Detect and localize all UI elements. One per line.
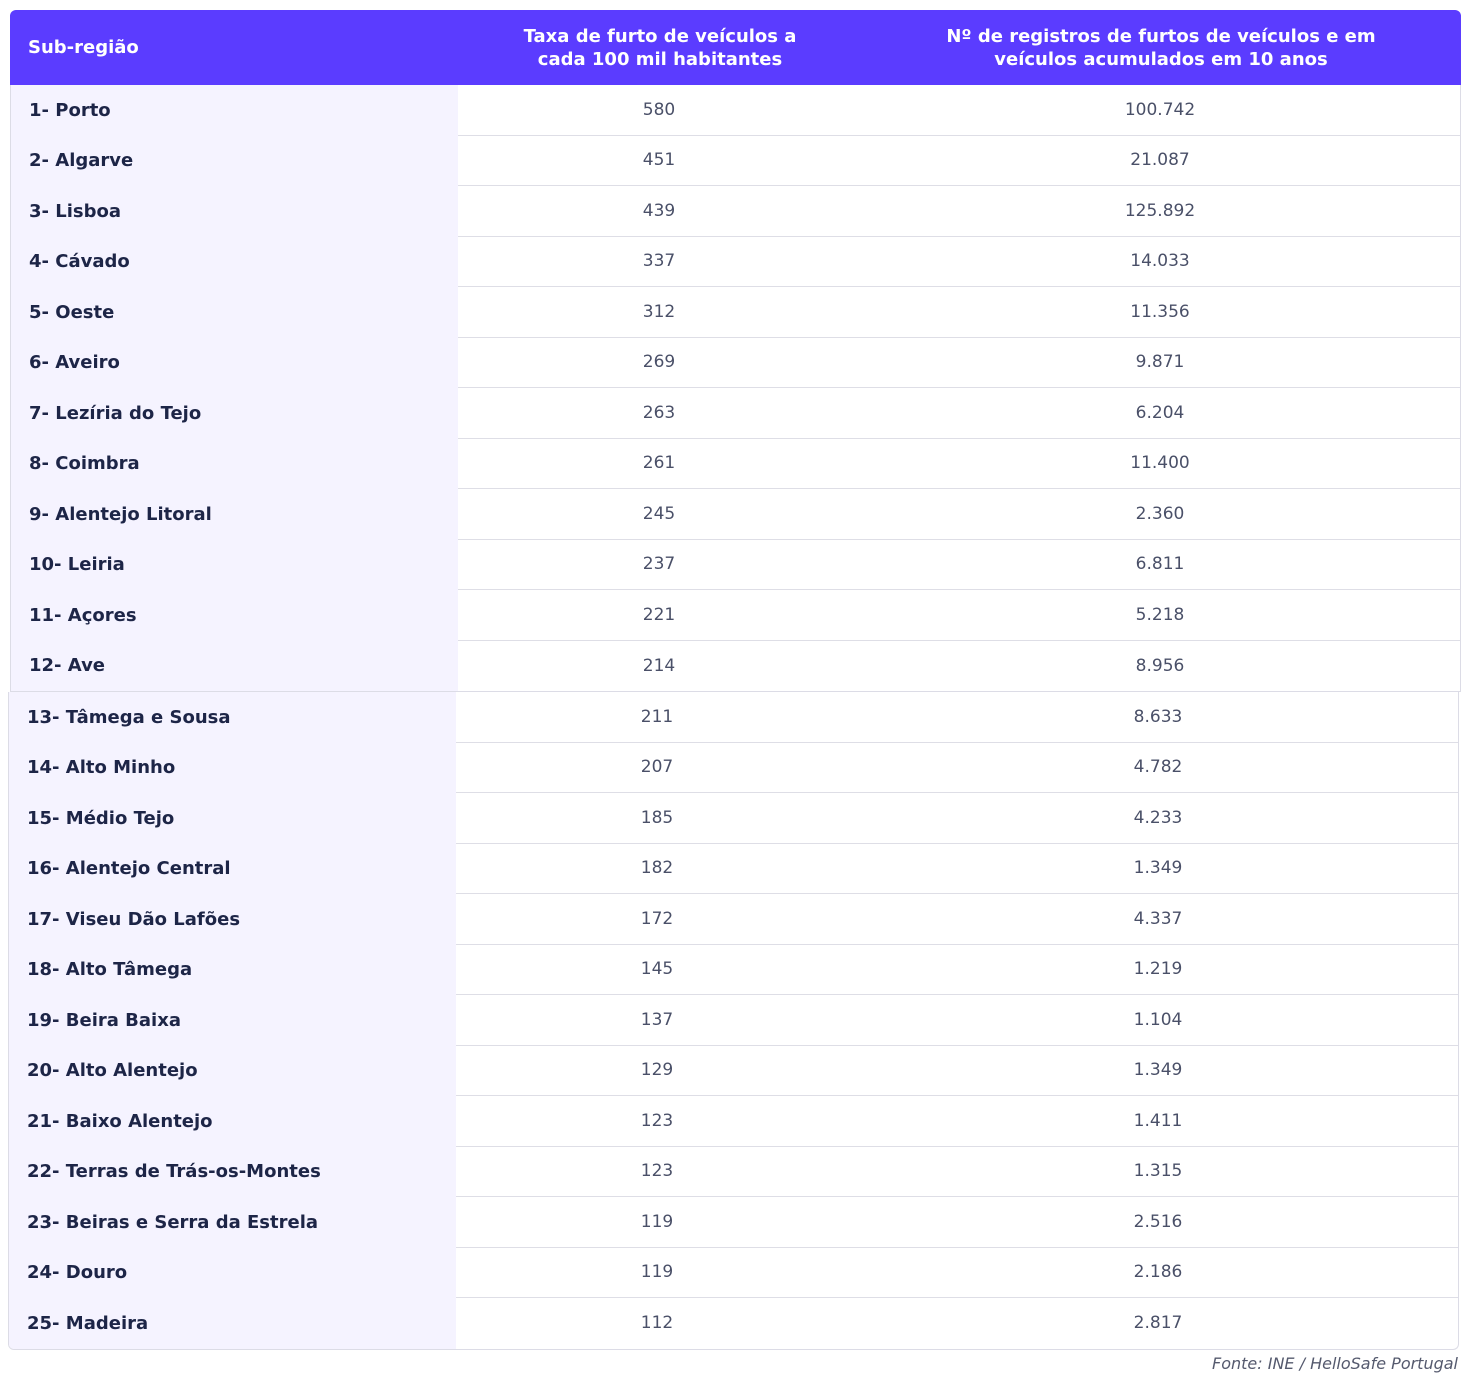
table-row (9, 844, 1458, 895)
table-row (9, 1197, 1458, 1248)
cell-rate: 119 (456, 1248, 858, 1299)
cell-rate: 123 (456, 1096, 858, 1147)
table-header (10, 10, 1461, 85)
cell-region: 3- Lisboa (11, 186, 458, 237)
table-row (9, 1046, 1458, 1097)
header-region: Sub-região (28, 37, 139, 58)
header-rate-line2: cada 100 mil habitantes (537, 48, 783, 70)
table-row (9, 945, 1458, 996)
header-rate (459, 25, 861, 71)
cell-count: 1.349 (858, 844, 1458, 895)
header-count-line2: veículos acumulados em 10 anos (994, 48, 1328, 70)
cell-rate: 221 (458, 590, 860, 641)
cell-count: 6.811 (860, 540, 1460, 591)
table-row (9, 1248, 1458, 1299)
cell-count: 2.817 (1133, 1313, 1183, 1334)
cell-rate: 237 (458, 540, 860, 591)
cell-count: 125.892 (860, 186, 1460, 237)
cell-rate: 245 (458, 489, 860, 540)
cell-rate: 123 (456, 1147, 858, 1198)
cell-region: 15- Médio Tejo (9, 793, 456, 844)
cell-region: 4- Cávado (11, 237, 458, 288)
cell-region: 1- Porto (11, 85, 458, 136)
cell-count: 1.219 (858, 945, 1458, 996)
table-row (9, 743, 1458, 794)
cell-count: 5.218 (860, 590, 1460, 641)
cell-region: 21- Baixo Alentejo (9, 1096, 456, 1147)
cell-rate: 119 (456, 1197, 858, 1248)
header-rate-line1: Taxa de furto de veículos a (523, 25, 797, 47)
table-row (9, 1298, 1458, 1349)
cell-region: 19- Beira Baixa (9, 995, 456, 1046)
cell-region: 11- Açores (11, 590, 458, 641)
table-body-part-2 (8, 692, 1459, 1350)
cell-region: 24- Douro (9, 1248, 456, 1299)
source-note: Fonte: INE / HelloSafe Portugal (1212, 1354, 1458, 1373)
table-row (11, 388, 1460, 439)
cell-rate: 112 (640, 1313, 674, 1334)
cell-count: 1.411 (858, 1096, 1458, 1147)
cell-region: 12- Ave (11, 641, 458, 692)
cell-count: 9.871 (860, 338, 1460, 389)
cell-count: 8.633 (858, 692, 1458, 743)
table-row (11, 136, 1460, 187)
header-count (861, 25, 1461, 71)
table-row (11, 85, 1460, 136)
cell-region: 6- Aveiro (11, 338, 458, 389)
cell-region: 17- Viseu Dão Lafões (9, 894, 456, 945)
cell-count: 14.033 (860, 237, 1460, 288)
cell-region: 9- Alentejo Litoral (11, 489, 458, 540)
table-row (9, 793, 1458, 844)
table-row (11, 540, 1460, 591)
table-body-part-1 (10, 85, 1461, 692)
cell-rate: 182 (456, 844, 858, 895)
cell-rate: 337 (458, 237, 860, 288)
cell-region: 8- Coimbra (11, 439, 458, 490)
table-row (9, 995, 1458, 1046)
cell-rate: 172 (456, 894, 858, 945)
cell-rate: 263 (458, 388, 860, 439)
table-row (11, 237, 1460, 288)
cell-count: 11.400 (860, 439, 1460, 490)
cell-region: 13- Tâmega e Sousa (9, 692, 456, 743)
cell-region: 18- Alto Tâmega (9, 945, 456, 996)
cell-count: 2.186 (858, 1248, 1458, 1299)
cell-count: 6.204 (860, 388, 1460, 439)
cell-count: 100.742 (860, 85, 1460, 136)
cell-count: 21.087 (860, 136, 1460, 187)
table-row (11, 641, 1460, 692)
table-row (11, 439, 1460, 490)
table-row (11, 287, 1460, 338)
table-row (11, 186, 1460, 237)
cell-rate: 185 (456, 793, 858, 844)
cell-region: 14- Alto Minho (9, 743, 456, 794)
cell-rate: 451 (458, 136, 860, 187)
cell-region: 20- Alto Alentejo (9, 1046, 456, 1097)
table-row (11, 590, 1460, 641)
cell-rate: 580 (458, 85, 860, 136)
cell-rate: 269 (458, 338, 860, 389)
cell-count: 2.360 (860, 489, 1460, 540)
cell-count: 1.349 (858, 1046, 1458, 1097)
data-table (10, 10, 1461, 1350)
cell-count: 1.315 (858, 1147, 1458, 1198)
cell-region: 25- Madeira (9, 1298, 456, 1349)
table-row (9, 1096, 1458, 1147)
header-count-line1: Nº de registros de furtos de veículos e em (946, 25, 1376, 47)
cell-count: 8.956 (1135, 655, 1185, 676)
cell-rate: 145 (456, 945, 858, 996)
cell-rate: 261 (458, 439, 860, 490)
cell-rate: 129 (456, 1046, 858, 1097)
cell-count: 1.104 (858, 995, 1458, 1046)
cell-count: 4.337 (858, 894, 1458, 945)
table-row (11, 338, 1460, 389)
cell-region: 22- Terras de Trás-os-Montes (9, 1147, 456, 1198)
cell-count: 11.356 (860, 287, 1460, 338)
cell-count: 2.516 (858, 1197, 1458, 1248)
cell-region: 7- Lezíria do Tejo (11, 388, 458, 439)
cell-rate: 137 (456, 995, 858, 1046)
cell-region: 10- Leiria (11, 540, 458, 591)
table-row (9, 894, 1458, 945)
table-row (9, 692, 1458, 743)
table-row (11, 489, 1460, 540)
cell-rate: 214 (642, 655, 676, 676)
table-row (9, 1147, 1458, 1198)
cell-rate: 312 (458, 287, 860, 338)
cell-count: 4.233 (858, 793, 1458, 844)
cell-region: 2- Algarve (11, 136, 458, 187)
cell-rate: 211 (456, 692, 858, 743)
cell-rate: 439 (458, 186, 860, 237)
cell-rate: 207 (456, 743, 858, 794)
cell-region: 23- Beiras e Serra da Estrela (9, 1197, 456, 1248)
cell-region: 5- Oeste (11, 287, 458, 338)
cell-region: 16- Alentejo Central (9, 844, 456, 895)
cell-count: 4.782 (858, 743, 1458, 794)
